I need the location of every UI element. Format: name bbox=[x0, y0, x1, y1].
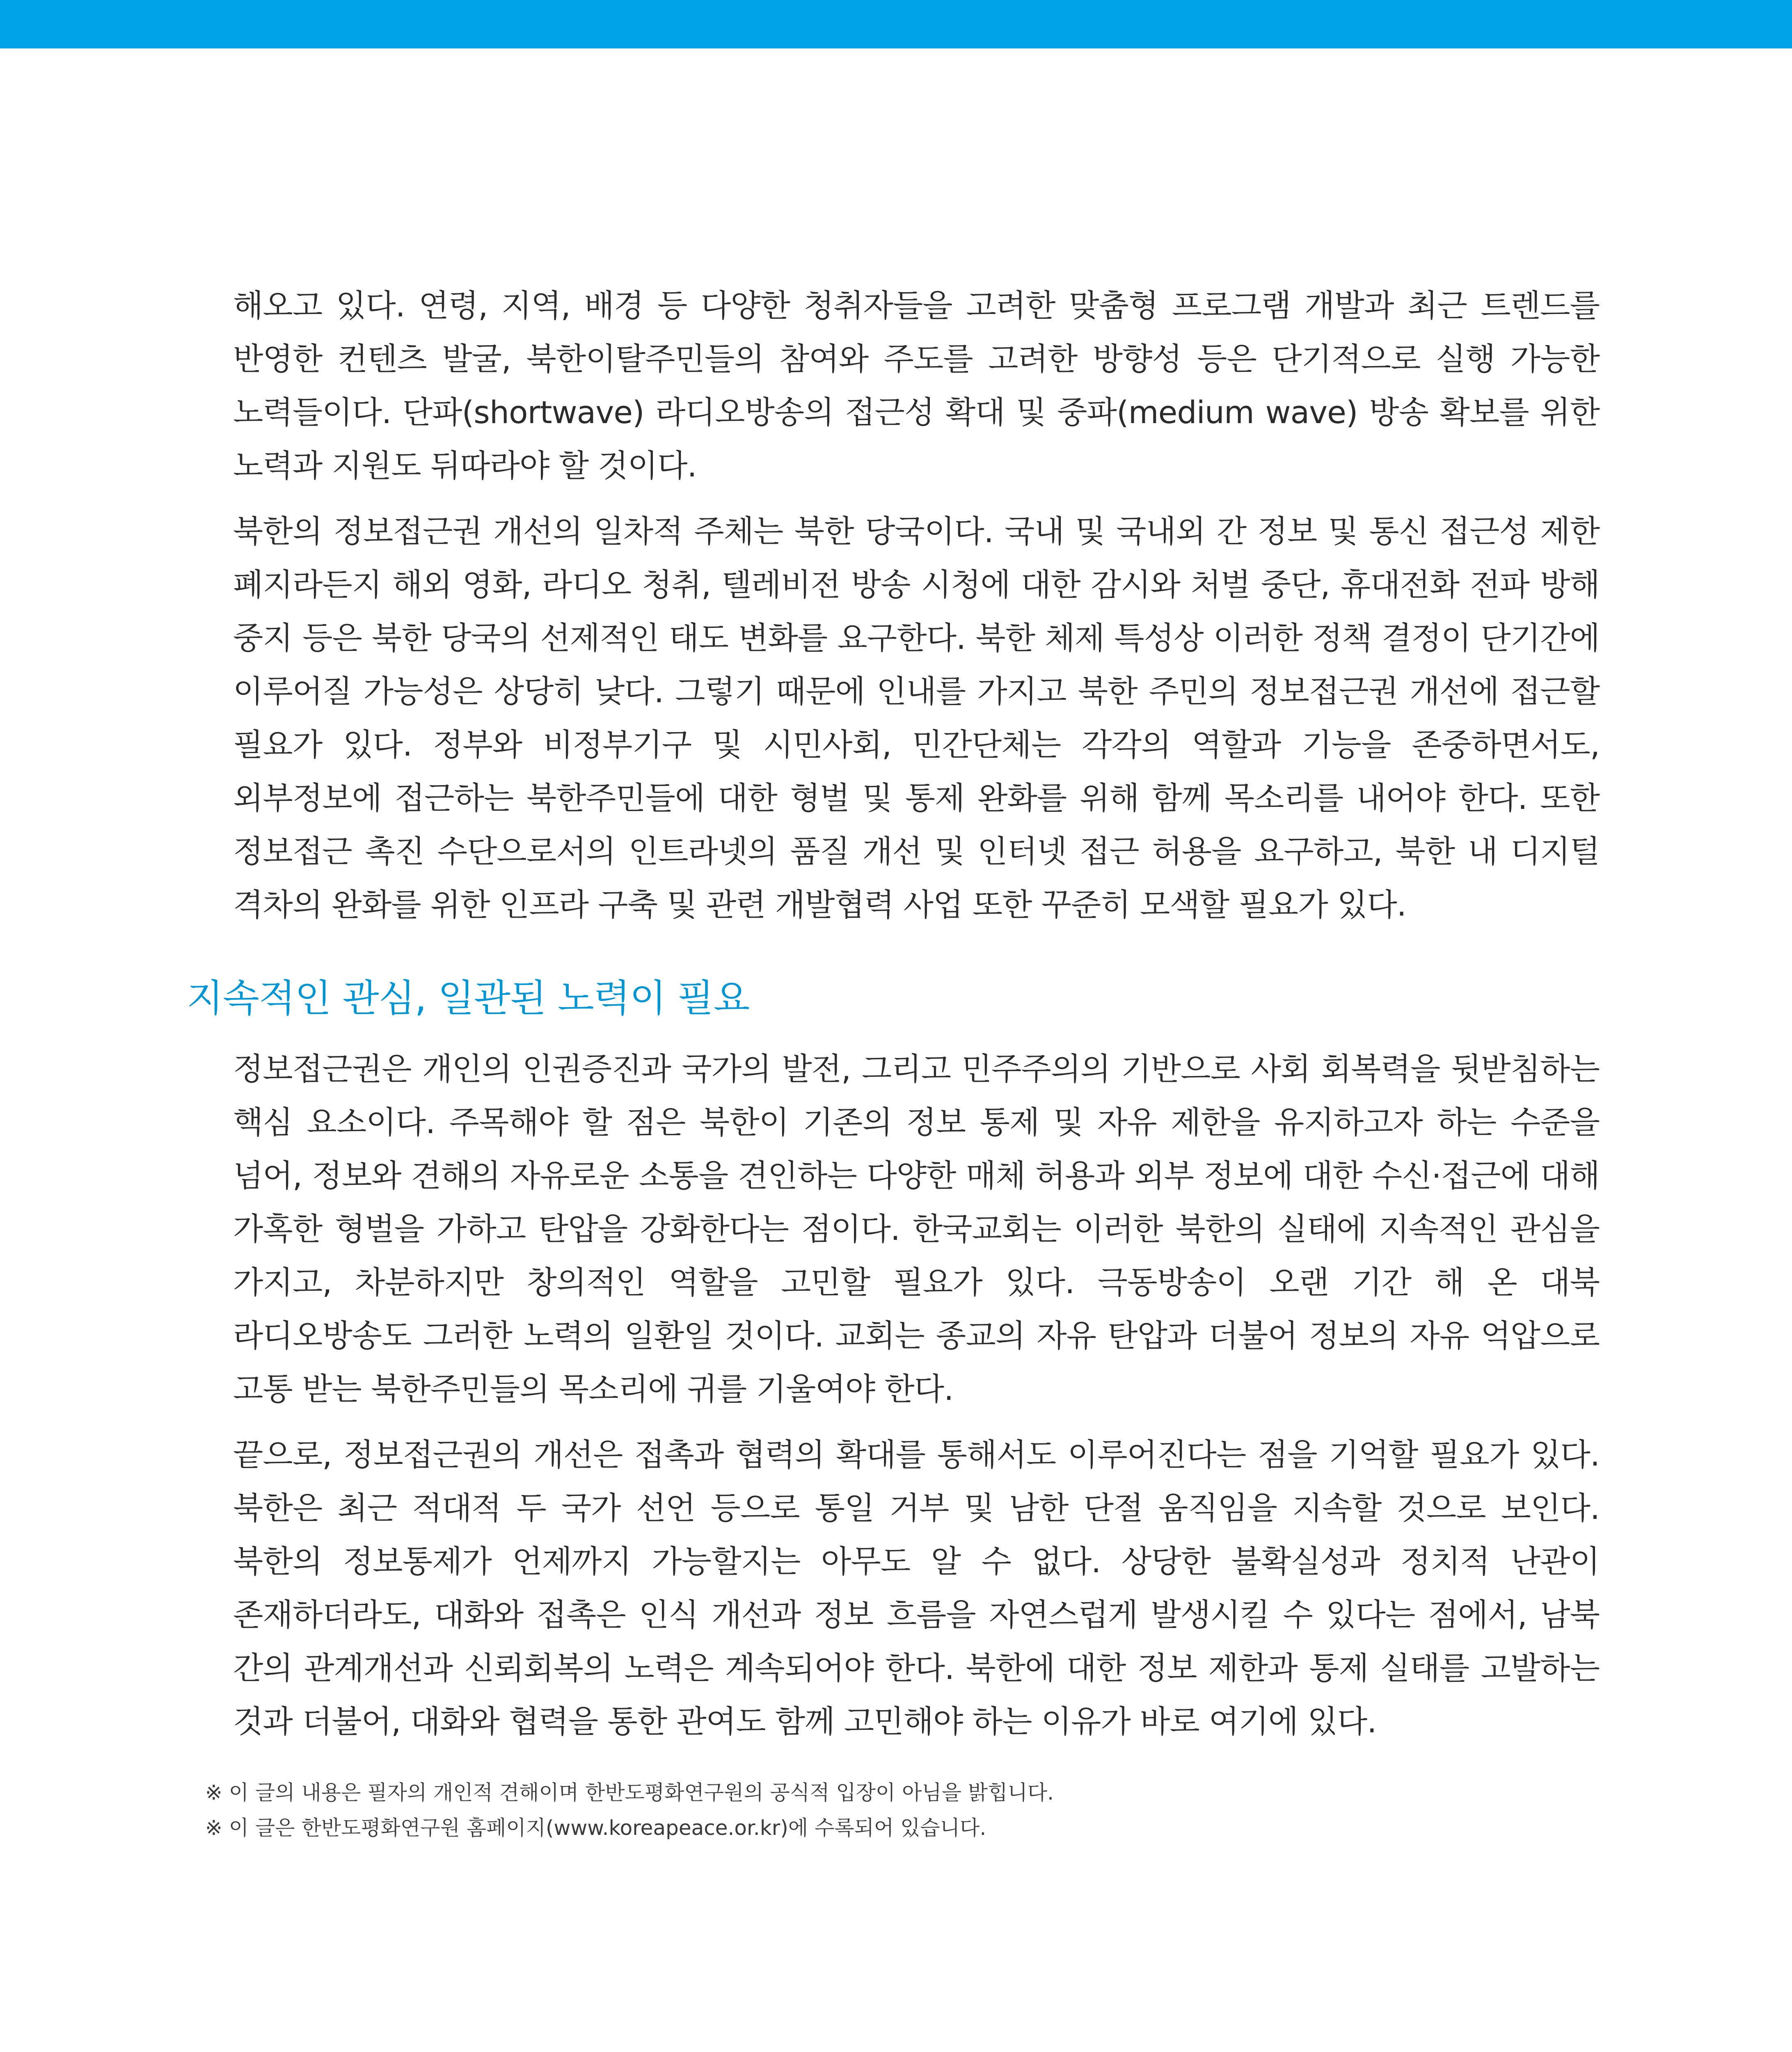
paragraph: 끝으로, 정보접근권의 개선은 접촉과 협력의 확대를 통해서도 이루어진다는 점을 기억할 필요가 있다. 북한은 최근 적대적 두 국가 선언 등으로 통일 거부 및 남한 단절 움직임을 지속할 것으로 보인다. 북한의 정보통제가 언제까지 가능할지는 아무도 알 수 없다. 상당한 불확실성과 정치적 난관이 존재하더라도, 대화와 접촉은 인식 개선과 정보 흐름을 자연스럽게 발생시킬 수 있다는 점에서, 남북 간의 관계개선과 신뢰회복의 노력은 계속되어야 한다. 북한에 대한 정보 제한과 통제 실태를 고발하는 것과 더불어, 대화와 협력을 통한 관여도 함께 고민해야 하는 이유가 바로 여기에 있다. bbox=[233, 1436, 1600, 1740]
body-text-top bbox=[233, 279, 1600, 932]
body-text-bottom bbox=[233, 1042, 1600, 1748]
footnote: ※ 이 글은 한반도평화연구원 홈페이지(www.koreapeace.or.kr)에 수록되어 있습니다. bbox=[205, 1816, 986, 1840]
section-heading: 지속적인 관심, 일관된 노력이 필요 bbox=[187, 976, 750, 1020]
paragraph: 정보접근권은 개인의 인권증진과 국가의 발전, 그리고 민주주의의 기반으로 사회 회복력을 뒷받침하는 핵심 요소이다. 주목해야 할 점은 북한이 기존의 정보 통제 및 자유 제한을 유지하고자 하는 수준을 넘어, 정보와 견해의 자유로운 소통을 견인하는 다양한 매체 허용과 외부 정보에 대한 수신·접근에 대해 가혹한 형벌을 가하고 탄압을 강화한다는 점이다. 한국교회는 이러한 북한의 실태에 지속적인 관심을 가지고, 차분하지만 창의적인 역할을 고민할 필요가 있다. 극동방송이 오랜 기간 해 온 대북 라디오방송도 그러한 노력의 일환일 것이다. 교회는 종교의 자유 탄압과 더불어 정보의 자유 억압으로 고통 받는 북한주민들의 목소리에 귀를 기울여야 한다. bbox=[233, 1051, 1600, 1407]
footnotes bbox=[205, 1775, 1054, 1846]
top-accent-bar bbox=[0, 0, 1792, 48]
footnote: ※ 이 글의 내용은 필자의 개인적 견해이며 한반도평화연구원의 공식적 입장이 아님을 밝힙니다. bbox=[205, 1781, 1054, 1805]
paragraph: 해오고 있다. 연령, 지역, 배경 등 다양한 청취자들을 고려한 맞춤형 프로그램 개발과 최근 트렌드를 반영한 컨텐츠 발굴, 북한이탈주민들의 참여와 주도를 고려한 방향성 등은 단기적으로 실행 가능한 노력들이다. 단파(shortwave) 라디오방송의 접근성 확대 및 중파(medium wave) 방송 확보를 위한 노력과 지원도 뒤따라야 할 것이다. bbox=[233, 287, 1600, 484]
paragraph: 북한의 정보접근권 개선의 일차적 주체는 북한 당국이다. 국내 및 국내외 간 정보 및 통신 접근성 제한 폐지라든지 해외 영화, 라디오 청취, 텔레비전 방송 시청에 대한 감시와 처벌 중단, 휴대전화 전파 방해 중지 등은 북한 당국의 선제적인 태도 변화를 요구한다. 북한 체제 특성상 이러한 정책 결정이 단기간에 이루어질 가능성은 상당히 낮다. 그렇기 때문에 인내를 가지고 북한 주민의 정보접근권 개선에 접근할 필요가 있다. 정부와 비정부기구 및 시민사회, 민간단체는 각각의 역할과 기능을 존중하면서도, 외부정보에 접근하는 북한주민들에 대한 형벌 및 통제 완화를 위해 함께 목소리를 내어야 한다. 또한 정보접근 촉진 수단으로서의 인트라넷의 품질 개선 및 인터넷 접근 허용을 요구하고, 북한 내 디지털 격차의 완화를 위한 인프라 구축 및 관련 개발협력 사업 또한 꾸준히 모색할 필요가 있다. bbox=[233, 513, 1600, 923]
